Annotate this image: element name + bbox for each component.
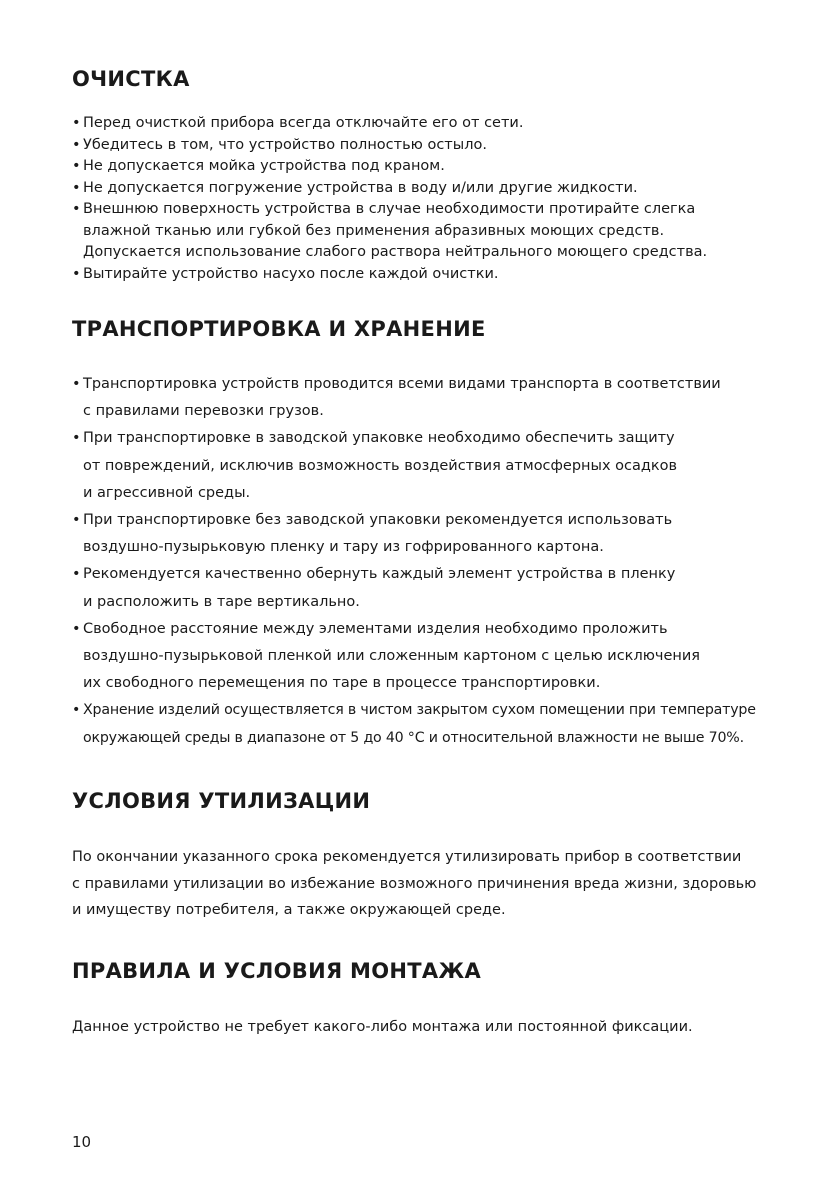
paragraph-line: с правилами утилизации во избежание возможного причинения вреда жизни, здоровью [72,875,757,892]
page-number: 10 [72,1133,92,1151]
list-item: • Не допускается мойка устройства под краном. [72,156,772,178]
list-item: • Убедитесь в том, что устройство полностью остыло. [72,135,772,157]
list-item: • При транспортировке без заводской упаковки рекомендуется использовать воздушно-пузырьковую пленку и тару из гофрированного картона. [72,507,772,561]
bullet-icon: • [72,136,81,153]
bullet-icon: • [72,265,81,282]
bullet-icon: • [72,201,81,217]
list-item: • Внешнюю поверхность устройства в случае необходимости протирайте слегка влажной тканью или губкой без применения абразивных моющих средств. Допускается использование слабого раствора нейтрального моющего средства. [72,201,708,260]
list-item: • Транспортировка устройств проводится всеми видами транспорта в соответствии с правилами перевозки грузов. [72,371,772,425]
bullet-icon: • [72,158,81,174]
installation-heading: ПРАВИЛА И УСЛОВИЯ МОНТАЖА [72,959,482,983]
transport-section [72,316,772,752]
paragraph-line: Данное устройство не требует какого-либо монтажа или постоянной фиксации. [72,1019,693,1035]
cleaning-heading: ОЧИСТКА [72,67,190,91]
list-item: • Свободное расстояние между элементами изделия необходимо проложить воздушно-пузырьковой пленкой или сложенным картоном с целью исключения их свободного перемещения по таре в процессе транспортировки. [72,616,772,698]
transport-list [72,371,772,752]
transport-heading: ТРАНСПОРТИРОВКА И ХРАНЕНИЕ [72,317,486,341]
list-item: • Не допускается погружение устройства в воду и/или другие жидкости. [72,178,772,200]
disposal-heading: УСЛОВИЯ УТИЛИЗАЦИИ [72,789,371,813]
bullet-icon: • [72,702,81,719]
bullet-icon: • [72,115,81,131]
paragraph-line: и имуществу потребителя, а также окружающей среде. [72,902,506,918]
list-item: • Вытирайте устройство насухо после каждой очистки. [72,264,772,286]
bullet-icon: • [72,430,81,447]
paragraph-line: По окончании указанного срока рекомендуется утилизировать прибор в соответствии [72,849,742,865]
bullet-icon: • [72,620,81,637]
installation-section [72,958,772,1041]
installation-paragraph [72,1014,772,1041]
bullet-icon: • [72,566,81,583]
list-item: • При транспортировке в заводской упаковке необходимо обеспечить защиту от повреждений, исключив возможность воздействия атмосферных осадков и агрессивной среды. [72,425,772,507]
bullet-icon: • [72,376,81,392]
list-item: • Перед очисткой прибора всегда отключайте его от сети. [72,113,772,135]
cleaning-list [72,113,772,285]
cleaning-section [72,66,772,285]
disposal-section [72,788,772,924]
list-item: • Хранение изделий осуществляется в чистом закрытом сухом помещении при температуре окружающей среды в диапазоне от 5 до 40 °С и относительной влажности не выше 70%. [72,697,772,751]
bullet-icon: • [72,179,81,196]
disposal-paragraph [72,844,772,924]
list-item: • Рекомендуется качественно обернуть каждый элемент устройства в пленку и расположить в таре вертикально. [72,561,772,615]
bullet-icon: • [72,512,81,529]
